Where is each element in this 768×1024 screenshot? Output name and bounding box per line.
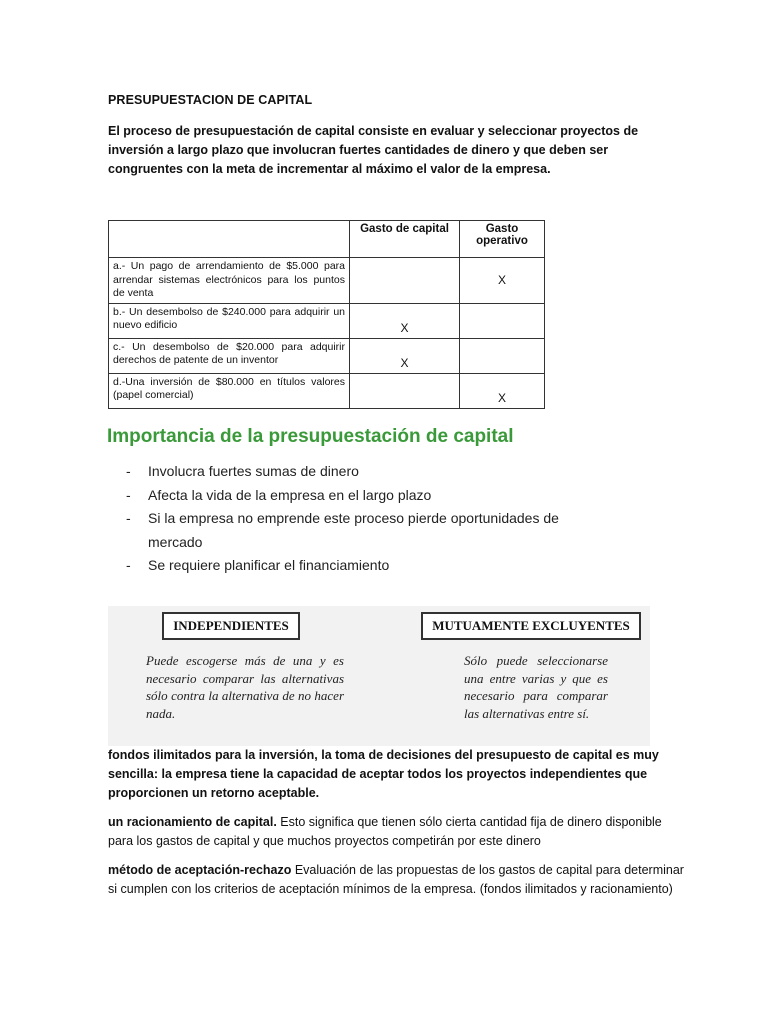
row-description: a.- Un pago de arrendamiento de $5.000 para arrendar sistemas electrónicos para los puntos de venta	[109, 258, 350, 304]
dash-bullet: -	[126, 486, 131, 503]
capital-mark: X	[350, 338, 460, 373]
list-item	[126, 554, 606, 578]
table-row	[109, 338, 545, 373]
table-row	[109, 303, 545, 338]
capital-rationing-paragraph	[108, 813, 688, 851]
row-description: c.- Un desembolso de $20.000 para adquirir derechos de patente de un inventor	[109, 338, 350, 373]
accept-reject-text: Evaluación de las propuestas de los gastos de capital para determinar si cumplen con los criterios de aceptación mínimos de la empresa. (fondos ilimitados y racionamiento)	[108, 863, 684, 896]
table-row	[109, 373, 545, 408]
accept-reject-term: método de aceptación-rechazo	[108, 863, 292, 877]
list-item-text: Se requiere planificar el financiamiento	[148, 557, 390, 573]
unlimited-funds-paragraph: fondos ilimitados para la inversión, la toma de decisiones del presupuesto de capital es muy sencilla: la empresa tiene la capacidad de aceptar todos los proyectos independientes que proporcionen un retorno aceptable.	[108, 748, 659, 800]
table-header-operativo: Gasto operativo	[460, 221, 545, 258]
table-row	[109, 258, 545, 304]
intro-paragraph: El proceso de presupuestación de capital consiste en evaluar y seleccionar proyectos de inversión a largo plazo que involucran fuertes cantidades de dinero y que deben ser congruentes con la meta de incrementar al máximo el valor de la empresa.	[108, 124, 639, 176]
table-header-empty	[109, 221, 350, 258]
list-item-text: Afecta la vida de la empresa en el largo plazo	[148, 486, 432, 503]
dash-bullet: -	[126, 557, 131, 573]
list-item	[126, 460, 606, 484]
page-title: PRESUPUESTACION DE CAPITAL	[108, 93, 313, 107]
operativo-mark: X	[460, 258, 545, 304]
capital-mark	[350, 373, 460, 408]
list-item-text: Si la empresa no emprende este proceso pierde oportunidades de mercado	[148, 510, 559, 550]
independientes-label: INDEPENDIENTES	[162, 612, 300, 640]
importance-heading: Importancia de la presupuestación de capital	[107, 426, 514, 447]
list-item	[126, 507, 606, 554]
list-item	[126, 484, 606, 508]
mutuamente-excluyentes-description: Sólo puede seleccionarse una entre varias y que es necesario para comparar las alternativas entre sí.	[464, 653, 608, 721]
capital-mark	[350, 258, 460, 304]
capital-rationing-text: Esto significa que tienen sólo cierta cantidad fija de dinero disponible para los gastos de capital y que muchos proyectos competirán por este dinero	[108, 815, 662, 848]
dash-bullet: -	[126, 510, 131, 526]
accept-reject-paragraph	[108, 861, 688, 899]
operativo-mark	[460, 303, 545, 338]
independientes-description: Puede escogerse más de una y es necesario comparar las alternativas sólo contra la alternativa de no hacer nada.	[146, 653, 344, 721]
row-description: d.-Una inversión de $80.000 en títulos valores (papel comercial)	[109, 373, 350, 408]
expense-table	[108, 220, 545, 409]
dash-bullet: -	[126, 463, 131, 479]
capital-rationing-term: un racionamiento de capital.	[108, 815, 277, 829]
operativo-mark	[460, 338, 545, 373]
list-item-text: Involucra fuertes sumas de dinero	[148, 463, 359, 479]
row-description: b.- Un desembolso de $240.000 para adquirir un nuevo edificio	[109, 303, 350, 338]
table-header-capital: Gasto de capital	[350, 221, 460, 258]
importance-list	[126, 460, 606, 578]
project-types-figure	[108, 606, 650, 746]
table-header-row	[109, 221, 545, 258]
capital-mark: X	[350, 303, 460, 338]
mutuamente-excluyentes-label: MUTUAMENTE EXCLUYENTES	[421, 612, 641, 640]
operativo-mark: X	[460, 373, 545, 408]
